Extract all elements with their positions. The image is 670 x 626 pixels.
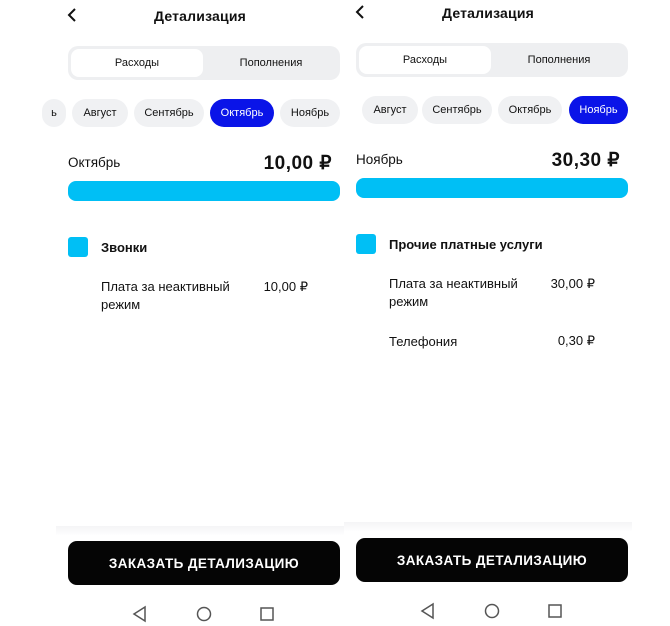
month-pill-october[interactable]: Октябрь (498, 96, 562, 124)
category-color-swatch (356, 234, 376, 254)
category-name: Звонки (101, 240, 148, 255)
month-pill-november[interactable]: Ноябрь (280, 99, 340, 127)
summary-total: 30,30 ₽ (551, 150, 620, 171)
order-details-button[interactable]: ЗАКАЗАТЬ ДЕТАЛИЗАЦИЮ (68, 541, 340, 585)
summary-bar (68, 181, 340, 201)
bottom-separator (344, 522, 632, 532)
item-name: Телефония (389, 334, 458, 349)
page-title: Детализация (153, 8, 247, 24)
screen-october (51, 0, 344, 626)
month-pill-august[interactable]: Август (72, 99, 128, 127)
home-circle-icon[interactable] (480, 599, 504, 623)
page-title: Детализация (441, 5, 535, 21)
bottom-separator (56, 526, 344, 536)
tab-topups[interactable]: Пополнения (239, 57, 303, 69)
segmented-control (356, 43, 628, 77)
summary-month-label: Ноябрь (356, 152, 403, 167)
header (344, 0, 632, 27)
tab-topups[interactable]: Пополнения (527, 54, 591, 66)
item-name: Плата за неактивный режим (101, 279, 230, 312)
home-circle-icon[interactable] (192, 602, 216, 626)
tab-expenses[interactable]: Расходы (359, 46, 491, 74)
segmented-control (68, 46, 340, 80)
summary-month-label: Октябрь (68, 155, 121, 170)
header (56, 0, 344, 30)
summary-total: 10,00 ₽ (263, 153, 332, 174)
back-triangle-icon[interactable] (416, 599, 440, 623)
tab-expenses[interactable]: Расходы (71, 49, 203, 77)
month-pill-september[interactable]: Сентябрь (422, 96, 492, 124)
screen-november (344, 0, 632, 626)
item-name: Плата за неактивный режим (389, 276, 518, 309)
recents-square-icon[interactable] (255, 602, 279, 626)
month-pill-august[interactable]: Август (362, 96, 418, 124)
item-value: 10,00 ₽ (263, 279, 308, 294)
category-name: Прочие платные услуги (389, 237, 543, 252)
month-pill-october[interactable]: Октябрь (210, 99, 274, 127)
month-pill-partial[interactable]: ь (42, 99, 66, 127)
item-value: 0,30 ₽ (557, 333, 595, 348)
category-color-swatch (68, 237, 88, 257)
system-navigation-bar (56, 602, 344, 626)
summary-bar (356, 178, 628, 198)
system-navigation-bar (344, 599, 632, 623)
month-pill-november[interactable]: Ноябрь (569, 96, 628, 124)
month-pill-september[interactable]: Сентябрь (134, 99, 204, 127)
back-triangle-icon[interactable] (128, 602, 152, 626)
month-selector (51, 99, 344, 127)
item-value: 30,00 ₽ (550, 276, 595, 291)
month-selector (344, 96, 632, 124)
order-details-button[interactable]: ЗАКАЗАТЬ ДЕТАЛИЗАЦИЮ (356, 538, 628, 582)
recents-square-icon[interactable] (543, 599, 567, 623)
